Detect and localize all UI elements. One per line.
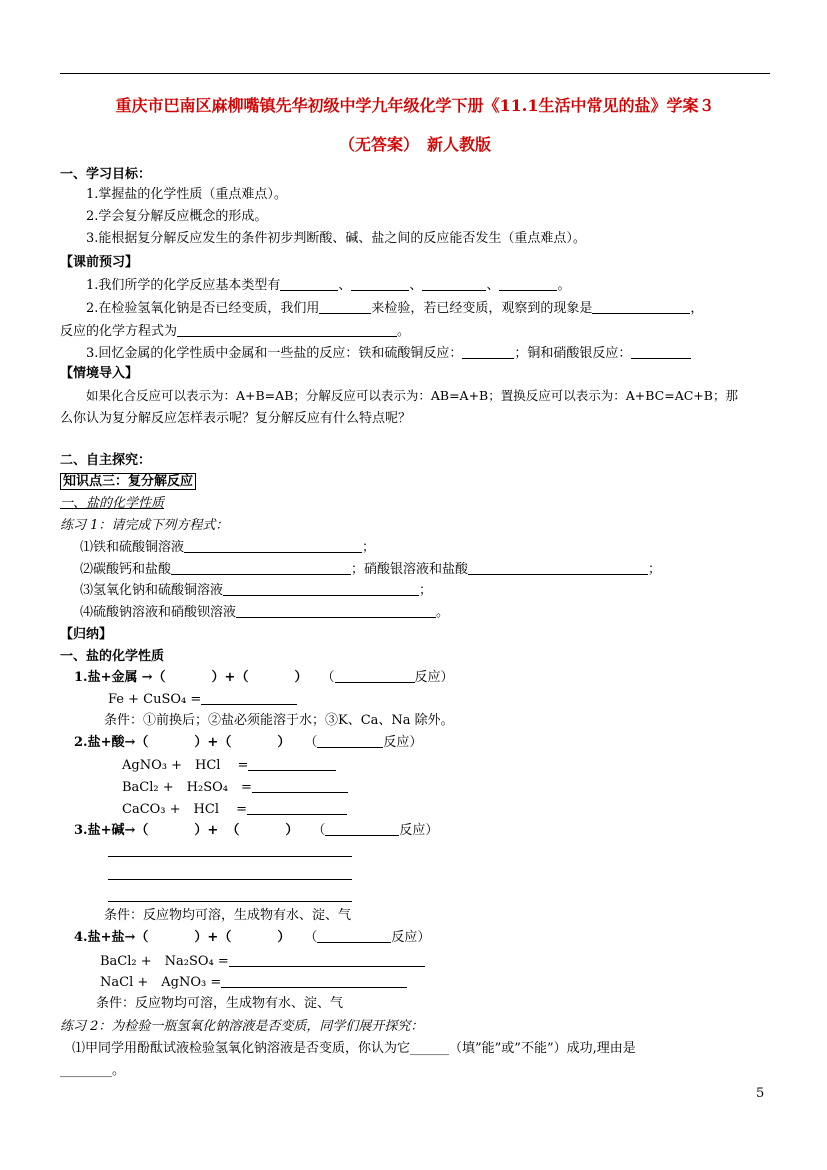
answer-blank[interactable] [499, 277, 557, 291]
exercise-2-line-1: ⑴甲同学用酚酞试液检验氢氧化钠溶液是否变质，你认为它______（填”能”或”不能”）成功,理由是 [72, 1041, 636, 1056]
paren: ） [294, 670, 308, 685]
exercise-1-item-3 [80, 582, 432, 600]
preview-q3-text-b: ；铜和硝酸银反应： [514, 346, 632, 361]
answer-blank[interactable] [592, 300, 690, 314]
preview-q2-text-a: 2.在检验氢氧化钠是否已经变质，我们用 [86, 301, 320, 316]
exercise-item-text: ⑵碳酸钙和盐酸 [80, 562, 172, 577]
answer-blank[interactable] [171, 561, 351, 575]
separator: 、 [409, 278, 423, 293]
property-3-condition: 条件：反应物均可溶，生成物有水、淀、气 [104, 908, 352, 923]
property-label: 3.盐+碱 [74, 823, 125, 838]
semicolon: ； [648, 562, 662, 577]
period: 。 [557, 278, 571, 293]
header-rule [60, 73, 770, 74]
equation-text: NaCl + AgNO₃ = [100, 975, 222, 990]
summary-heading: 【归纳】 [60, 627, 113, 642]
answer-blank[interactable] [280, 277, 338, 291]
reaction-label: 反应） [399, 823, 439, 838]
paren: ） [211, 670, 225, 685]
answer-blank[interactable] [319, 300, 371, 314]
answer-blank[interactable] [247, 801, 347, 815]
property-4-equation-2 [100, 974, 407, 992]
property-3 [74, 822, 438, 840]
paren: ） [285, 823, 299, 838]
separator: 、 [486, 278, 500, 293]
paren: （ [226, 823, 240, 838]
preview-q2-text-b: 来检验，若已经变质，观察到的现象是 [371, 301, 593, 316]
answer-blank[interactable] [229, 953, 425, 967]
paren: （ [235, 670, 249, 685]
property-4-equation-1 [100, 953, 425, 971]
answer-blank[interactable] [252, 779, 348, 793]
property-2-equation-2 [122, 779, 348, 797]
exercise-1-item-1 [80, 539, 375, 557]
preview-q3-text-a: 3.回忆金属的化学性质中金属和一些盐的反应：铁和硫酸铜反应： [86, 346, 463, 361]
paren: （ [321, 670, 335, 685]
reaction-label: 反应） [383, 735, 423, 750]
learning-goals-heading: 一、学习目标： [60, 167, 152, 182]
intro-line-2: 么你认为复分解反应怎样表示呢？复分解反应有什么特点呢？ [60, 411, 412, 426]
preview-q2-text-c: 反应的化学方程式为 [60, 324, 178, 339]
paren: （ [304, 735, 318, 750]
answer-blank[interactable] [335, 669, 415, 683]
equation-text: Fe + CuSO₄ = [108, 692, 202, 707]
property-label: 4.盐+盐 [74, 930, 125, 945]
arrow-icon: → [141, 670, 153, 685]
paren: ） [194, 735, 208, 750]
semicolon: ； [362, 540, 376, 555]
paren: ） [277, 930, 291, 945]
comma: ， [690, 301, 704, 316]
exercise-item-text: ⑶氢氧化钠和硫酸铜溶液 [80, 583, 224, 598]
paren: （ [218, 735, 232, 750]
property-1 [74, 669, 454, 687]
plus: + [207, 735, 219, 750]
period: 。 [397, 324, 411, 339]
arrow-icon: → [124, 735, 136, 750]
preview-q3 [86, 345, 691, 363]
answer-blank[interactable] [221, 974, 407, 988]
goal-item: 3.能根据复分解反应发生的条件初步判断酸、碱、盐之间的反应能否发生（重点难点）。 [86, 231, 586, 246]
answer-blank[interactable] [468, 561, 648, 575]
paren: （ [135, 823, 149, 838]
exercise-1-item-2 [80, 561, 661, 579]
property-4 [74, 929, 430, 947]
answer-blank[interactable] [631, 345, 691, 359]
answer-blank[interactable] [422, 277, 486, 291]
paren: （ [304, 930, 318, 945]
answer-blank[interactable] [462, 345, 514, 359]
summary-subheading: 一、盐的化学性质 [60, 649, 165, 664]
answer-blank[interactable] [325, 822, 399, 836]
arrow-icon: → [124, 823, 136, 838]
salt-properties-subheading: 一、盐的化学性质 [60, 496, 165, 511]
paren: ） [194, 823, 208, 838]
separator: 、 [338, 278, 352, 293]
equation-text: CaCO₃ + HCl = [122, 802, 248, 817]
paren: ） [277, 735, 291, 750]
answer-line[interactable] [108, 879, 352, 880]
answer-line[interactable] [108, 901, 352, 902]
period: 。 [436, 605, 450, 620]
preview-heading: 【课前预习】 [60, 255, 139, 270]
knowledge-point-box [60, 473, 196, 491]
property-1-condition: 条件：①前换后；②盐必须能溶于水；③K、Ca、Na 除外。 [104, 713, 454, 728]
preview-q1-text: 1.我们所学的化学反应基本类型有 [86, 278, 281, 293]
answer-blank[interactable] [177, 323, 397, 337]
exercise-2-line-2: ________。 [60, 1063, 126, 1078]
title-line-1: 重庆市巴南区麻柳嘴镇先华初级中学九年级化学下册《11.1生活中常见的盐》学案３ [115, 96, 715, 115]
property-4-condition: 条件：反应物均可溶，生成物有水、淀、气 [96, 996, 344, 1011]
reaction-label: 反应） [414, 670, 454, 685]
semicolon: ； [419, 583, 433, 598]
paren: （ [135, 930, 149, 945]
answer-blank[interactable] [223, 582, 419, 596]
property-label: 2.盐+酸 [74, 735, 125, 750]
equation-text: AgNO₃ + HCl = [122, 758, 249, 773]
answer-blank[interactable] [236, 604, 436, 618]
property-2-equation-1 [122, 757, 336, 775]
equation-text: BaCl₂ + H₂SO₄ = [122, 780, 252, 795]
goal-item: 2.学会复分解反应概念的形成。 [86, 209, 268, 224]
preview-q2-cont [60, 323, 410, 341]
property-2 [74, 734, 422, 752]
property-2-equation-3 [122, 801, 347, 819]
plus: + [207, 823, 219, 838]
intro-heading: 【情境导入】 [60, 366, 139, 381]
answer-blank[interactable] [201, 691, 297, 705]
preview-q2 [86, 300, 703, 318]
answer-blank[interactable] [317, 734, 383, 748]
intro-line-1: 如果化合反应可以表示为：A+B=AB；分解反应可以表示为：AB=A+B；置换反应可以表示为：A+BC=AC+B；那 [86, 388, 738, 403]
plus: + [224, 670, 236, 685]
answer-blank[interactable] [248, 757, 336, 771]
reaction-label: 反应） [391, 930, 431, 945]
property-label: 1.盐+金属 [74, 670, 138, 685]
arrow-icon: → [124, 930, 136, 945]
plus: + [207, 930, 219, 945]
title-line-2: （无答案） 新人教版 [338, 135, 491, 154]
answer-blank[interactable] [317, 929, 391, 943]
preview-q1 [86, 277, 570, 295]
paren: （ [152, 670, 166, 685]
exercise-1-item-4 [80, 604, 449, 622]
exercise-1-heading: 练习 1：请完成下列方程式： [60, 518, 229, 533]
answer-blank[interactable] [351, 277, 409, 291]
goal-item: 1.掌握盐的化学性质（重点难点）。 [86, 187, 287, 202]
equation-text: BaCl₂ + Na₂SO₄ = [100, 954, 229, 969]
paren: （ [312, 823, 326, 838]
paren: ） [194, 930, 208, 945]
exercise-item-text: ⑴铁和硫酸铜溶液 [80, 540, 185, 555]
paren: （ [135, 735, 149, 750]
exercise-2-heading: 练习 2：为检验一瓶氢氧化钠溶液是否变质，同学们展开探究： [60, 1019, 424, 1034]
exercise-item-text: ；硝酸银溶液和盐酸 [351, 562, 469, 577]
answer-blank[interactable] [184, 539, 362, 553]
page-number: 5 [756, 1086, 765, 1101]
knowledge-point-label: 知识点三：复分解反应 [60, 473, 196, 490]
property-1-equation [108, 691, 297, 709]
answer-line[interactable] [108, 856, 352, 857]
paren: （ [218, 930, 232, 945]
exercise-item-text: ⑷硫酸钠溶液和硝酸钡溶液 [80, 605, 237, 620]
self-study-heading: 二、自主探究： [60, 453, 152, 468]
